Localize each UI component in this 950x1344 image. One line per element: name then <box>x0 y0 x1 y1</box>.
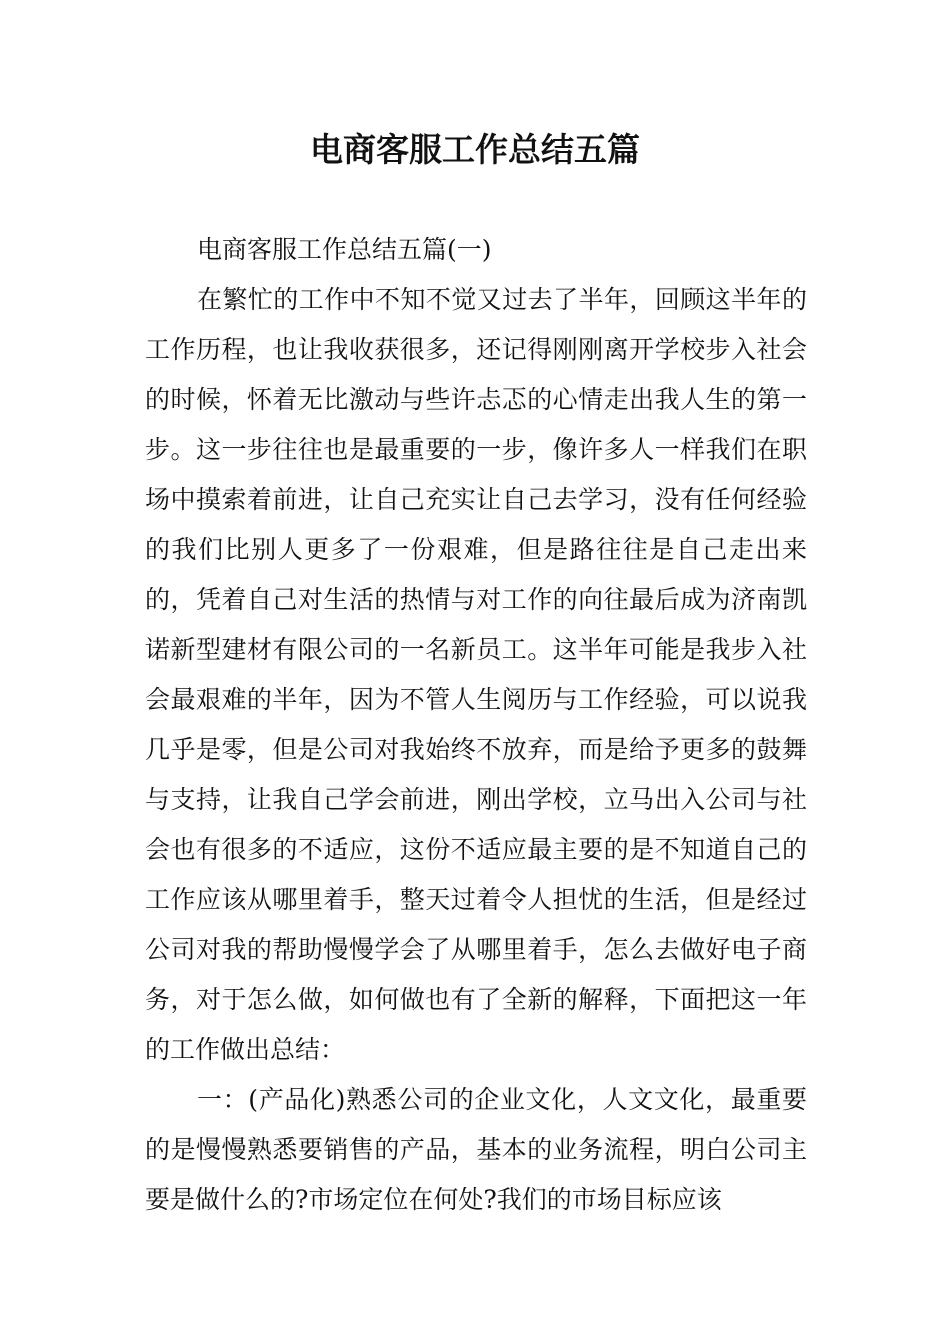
section-heading: 电商客服工作总结五篇(一) <box>197 235 492 264</box>
paragraph-point-one: 一：(产品化)熟悉公司的企业文化，人文文化，最重要的是慢慢熟悉要销售的产品，基本的业务流程，明白公司主要是做什么的?市场定位在何处?我们的市场目标应该 <box>145 1085 807 1214</box>
paragraph-intro: 在繁忙的工作中不知不觉又过去了半年，回顾这半年的工作历程，也让我收获很多，还记得刚刚离开学校步入社会的时候，怀着无比激动与些许忐忑的心情走出我人生的第一步。这一步往往也是最重要的一步，像许多人一样我们在职场中摸索着前进，让自己充实让自己去学习，没有任何经验的我们比别人更多了一份艰难，但是路往往是自己走出来的，凭着自己对生活的热情与对工作的向往最后成为济南凯诺新型建材有限公司的一名新员工。这半年可能是我步入社会最艰难的半年，因为不管人生阅历与工作经验，可以说我几乎是零，但是公司对我始终不放弃，而是给予更多的鼓舞与支持，让我自己学会前进，刚出学校，立马出入公司与社会也有很多的不适应，这份不适应最主要的是不知道自己的工作应该从哪里着手，整天过着令人担忧的生活，但是经过公司对我的帮助慢慢学会了从哪里着手，怎么去做好电子商务，对于怎么做，如何做也有了全新的解释，下面把这一年的工作做出总结： <box>145 285 807 1064</box>
document-body <box>145 225 807 1225</box>
document-title: 电商客服工作总结五篇 <box>310 130 640 169</box>
